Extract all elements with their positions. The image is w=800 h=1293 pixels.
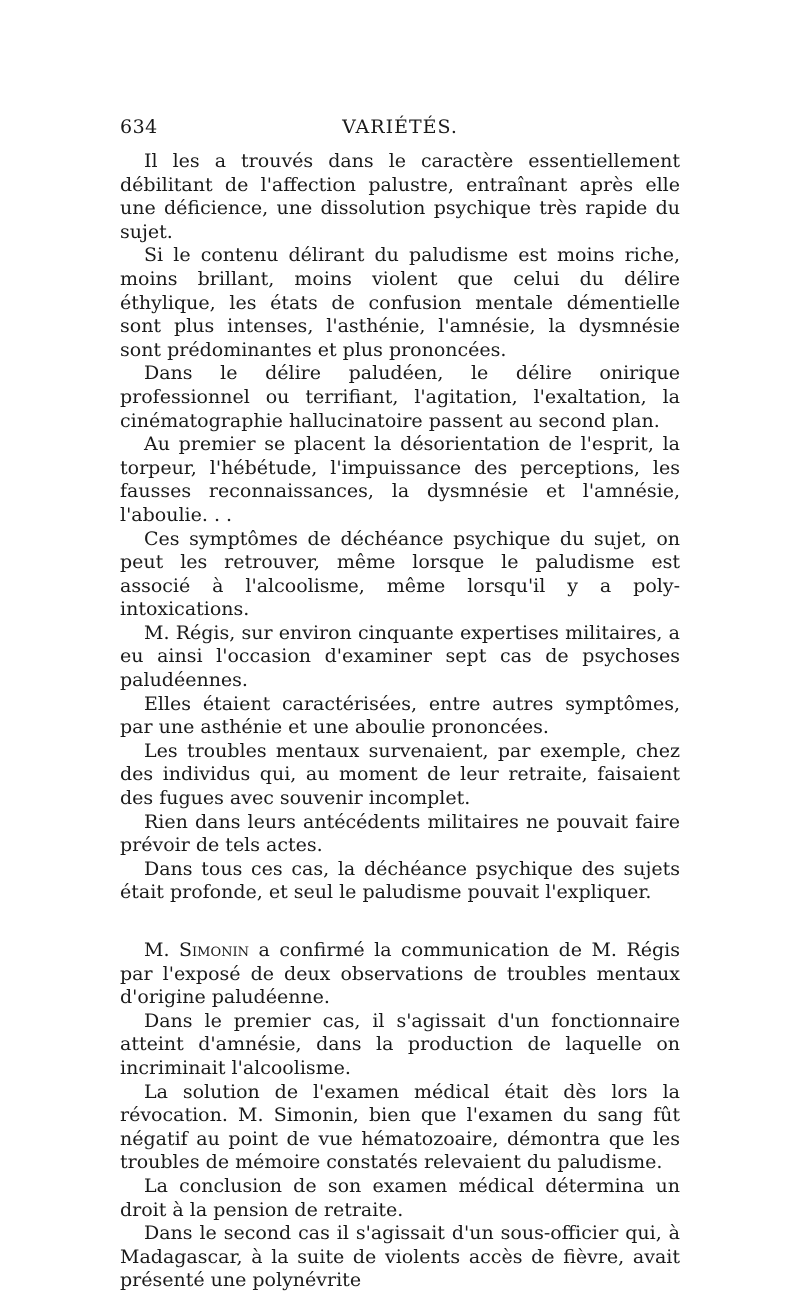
speaker-name: Simonin <box>179 939 250 961</box>
paragraph: Dans tous ces cas, la déchéance psychique des sujets était profonde, et seul le paludisme pouvait l'expliquer. <box>120 857 680 904</box>
paragraph: Il les a trouvés dans le caractère essentiellement débilitant de l'affection palustre, entraînant après elle une déficience, une dissolution psychique très rapide du sujet. <box>120 150 680 243</box>
paragraph: Elles étaient caractérisées, entre autres symptômes, par une asthénie et une aboulie prononcées. <box>120 692 680 739</box>
paragraph: Dans le second cas il s'agissait d'un sous-officier qui, à Madagascar, à la suite de violents accès de fièvre, avait présenté une polynévrite <box>120 1222 680 1292</box>
paragraph-text: a confirmé la communication de M. Régis par l'exposé de deux observations de troubles mentaux d'origine paludéenne. <box>120 939 680 1009</box>
paragraph: Rien dans leurs antécédents militaires ne pouvait faire prévoir de tels actes. <box>120 810 680 857</box>
paragraph: Si le contenu délirant du paludisme est moins riche, moins brillant, moins violent que celui du délire éthylique, les états de confusion mentale démentielle sont plus intenses, l'asthénie, l'amnésie, la dysmnésie sont prédominantes et plus prononcées. <box>120 244 680 361</box>
paragraph: Les troubles mentaux survenaient, par exemple, chez des individus qui, au moment de leur retraite, faisaient des fugues avec souvenir incomplet. <box>120 739 680 810</box>
speaker-prefix: M. <box>144 939 170 961</box>
section-first-paragraph <box>120 939 680 1010</box>
paragraph: La solution de l'examen médical était dès lors la révocation. M. Simonin, bien que l'examen du sang fût négatif au point de vue hématozoaire, démontra que les troubles de mémoire constatés relevaient du paludisme. <box>120 1080 680 1174</box>
running-head: VARIÉTÉS. <box>342 116 458 138</box>
page-number: 634 <box>120 116 158 138</box>
paragraph: La conclusion de son examen médical détermina un droit à la pension de retraite. <box>120 1174 680 1221</box>
body-text <box>120 150 680 1293</box>
paragraph: Ces symptômes de déchéance psychique du sujet, on peut les retrouver, même lorsque le paludisme est associé à l'alcoolisme, même lorsqu'il y a poly-intoxications. <box>120 527 680 621</box>
paragraph: Dans le premier cas, il s'agissait d'un fonctionnaire atteint d'amnésie, dans la production de laquelle on incriminait l'alcoolisme. <box>120 1009 680 1079</box>
page-header <box>120 116 680 146</box>
paragraph: M. Régis, sur environ cinquante expertises militaires, a eu ainsi l'occasion d'examiner sept cas de psychoses paludéennes. <box>120 621 680 692</box>
paragraph: Dans le délire paludéen, le délire onirique professionnel ou terrifiant, l'agitation, l'exaltation, la cinématographie hallucinatoire passent au second plan. <box>120 362 680 432</box>
paragraph: Au premier se placent la désorientation de l'esprit, la torpeur, l'hébétude, l'impuissance des perceptions, les fausses reconnaissances, la dysmnésie et l'amnésie, l'aboulie. . . <box>120 433 680 526</box>
